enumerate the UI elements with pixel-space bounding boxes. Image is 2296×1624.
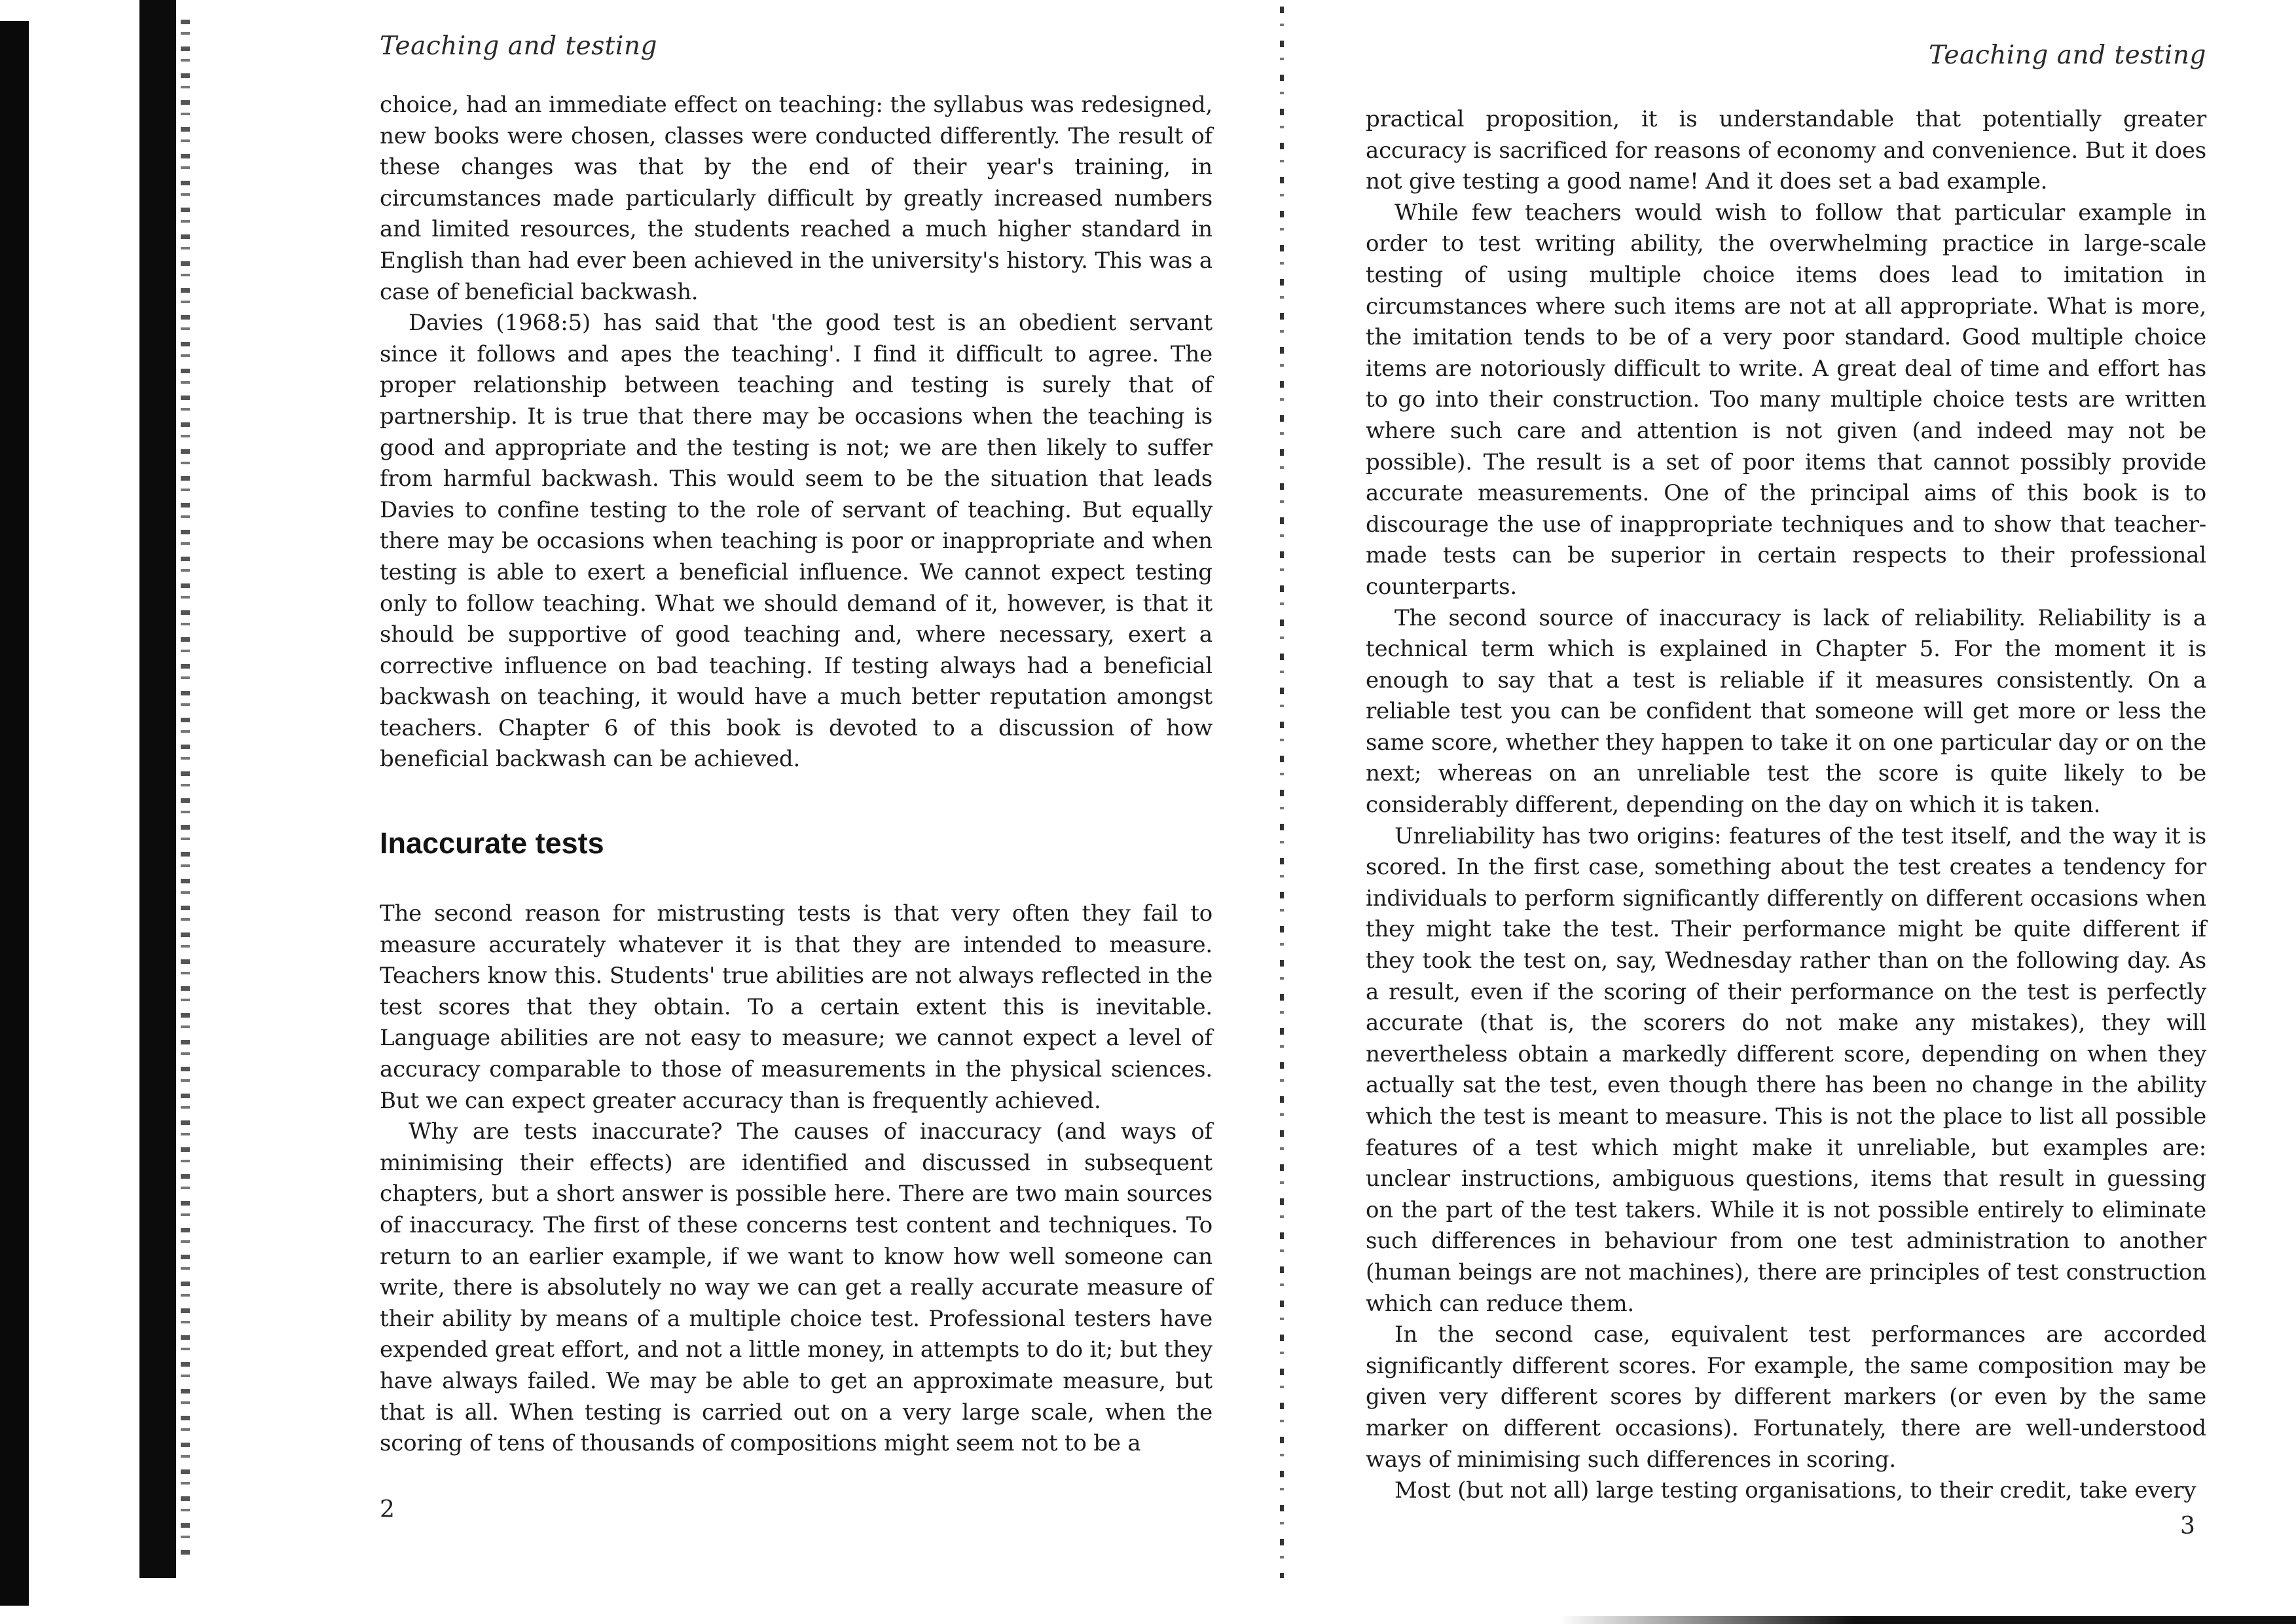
paragraph: While few teachers would wish to follow that particular example in order to test writing ability, the overwhelming practice in large-scale testing of using multiple choice items does lead to imitation in circumstances where such items are not at all appropriate. What is more, the imitation tends to be of a very poor standard. Good multiple choice items are notoriously difficult to write. A great deal of time and effort has to go into their construction. Too many multiple choice tests are written where such care and attention is not given (and indeed may not be possible). The result is a set of poor items that cannot possibly provide accurate measurements. One of the principal aims of this book is to discourage the use of inappropriate techniques and to show that teacher-made tests can be superior in certain respects to their professional counterparts. (1366, 199, 2206, 600)
section-heading: Inaccurate tests (380, 826, 604, 860)
paragraph: Why are tests inaccurate? The causes of inaccuracy (and ways of minimising their effects) are identified and discussed in subsequent chapters, but a short answer is possible here. There are two main sources of inaccuracy. The first of these concerns test content and techniques. To return to an earlier example, if we want to know how well someone can write, there is absolutely no way we can get a really accurate measure of their ability by means of a multiple choice test. Professional testers have expended great effort, and not a little money, in attempts to do it; but they have always failed. We may be able to get an approximate measure, but that is all. When testing is carried out on a very large scale, when the scoring of tens of thousands of compositions might seem not to be a (380, 1118, 1212, 1457)
scan-edge-shadow (0, 21, 29, 1606)
paragraph: In the second case, equivalent test performances are accorded significantly different scores. For example, the same composition may be given very different scores by different markers (or even by the same marker on different occasions). Fortunately, there are well-understood ways of minimising such differences in scoring. (1366, 1321, 2206, 1473)
book-binding-shadow (139, 0, 176, 1578)
paragraph: The second reason for mistrusting tests is that very often they fail to measure accurately whatever it is that they are intended to measure. Teachers know this. Students' true abilities are not always reflected in the test scores that they obtain. To a certain extent this is inevitable. Language abilities are not easy to measure; we cannot expect a level of accuracy comparable to those of measurements in the physical sciences. But we can expect greater accuracy than is frequently achieved. (380, 900, 1212, 1114)
paragraph: Most (but not all) large testing organisations, to their credit, take every (1394, 1477, 2196, 1504)
paragraph: The second source of inaccuracy is lack of reliability. Reliability is a technical term which is explained in Chapter 5. For the moment it is enough to say that a test is reliable if it measures consistently. On a reliable test you can be confident that someone will get more or less the same score, whether they happen to take it on one particular day or on the next; whereas on an unreliable test the score is quite likely to be considerably different, depending on the day on which it is taken. (1366, 604, 2206, 819)
paragraph: Davies (1968:5) has said that 'the good test is an obedient servant since it follows and apes the teaching'. I find it difficult to agree. The proper relationship between teaching and testing is surely that of partnership. It is true that there may be occasions when the teaching is good and appropriate and the testing is not; we are then likely to suffer from harmful backwash. This would seem to be the situation that leads Davies to confine testing to the role of servant of teaching. But equally there may be occasions when teaching is poor or inappropriate and when testing is able to exert a beneficial influence. We cannot expect testing only to follow teaching. What we should demand of it, however, is that it should be supportive of good teaching and, where necessary, exert a corrective influence on bad teaching. If testing always had a beneficial backwash on teaching, it would have a much better reputation amongst teachers. Chapter 6 of this book is devoted to a discussion of how beneficial backwash can be achieved. (380, 310, 1212, 773)
paragraph: Unreliability has two origins: features of the test itself, and the way it is scored. In the first case, something about the test creates a tendency for individuals to perform significantly differently on different occasions when they might take the test. Their performance might be quite different if they took the test on, say, Wednesday rather than on the following day. As a result, even if the scoring of their performance on the test is perfectly accurate (that is, the scorers do not make any mistakes), they will nevertheless obtain a markedly different score, depending on when they actually sat the test, even though there has been no change in the ability which the test is meant to measure. This is not the place to list all possible features of a test which might make it unreliable, but examples are: unclear instructions, ambiguous questions, items that result in guessing on the part of the test takers. While it is not possible entirely to eliminate such differences in behaviour from one test administration to another (human beings are not machines), there are principles of test construction which can reduce them. (1366, 822, 2206, 1317)
left-body (380, 90, 1212, 1460)
right-body (1366, 104, 2206, 1507)
running-header: Teaching and testing (1929, 41, 2206, 70)
paragraph: practical proposition, it is understandable that potentially greater accuracy is sacrificed for reasons of economy and convenience. But it does not give testing a good name! And it does set a bad example. (1366, 106, 2206, 195)
running-header: Teaching and testing (380, 31, 657, 61)
page-number: 2 (380, 1496, 395, 1523)
scan-bottom-edge (1558, 1616, 2296, 1624)
page-number: 3 (2180, 1513, 2195, 1540)
paragraph: choice, had an immediate effect on teaching: the syllabus was redesigned, new books were chosen, classes were conducted differently. The result of these changes was that by the end of their year's training, in circumstances made particularly difficult by greatly increased numbers and limited resources, the students reached a much higher standard in English than had ever been achieved in the university's history. This was a case of beneficial backwash. (380, 92, 1212, 305)
page-gutter (1280, 7, 1284, 1578)
right-page (1366, 41, 2206, 1507)
left-page (380, 31, 1212, 1460)
binding-speckle (181, 20, 190, 1559)
